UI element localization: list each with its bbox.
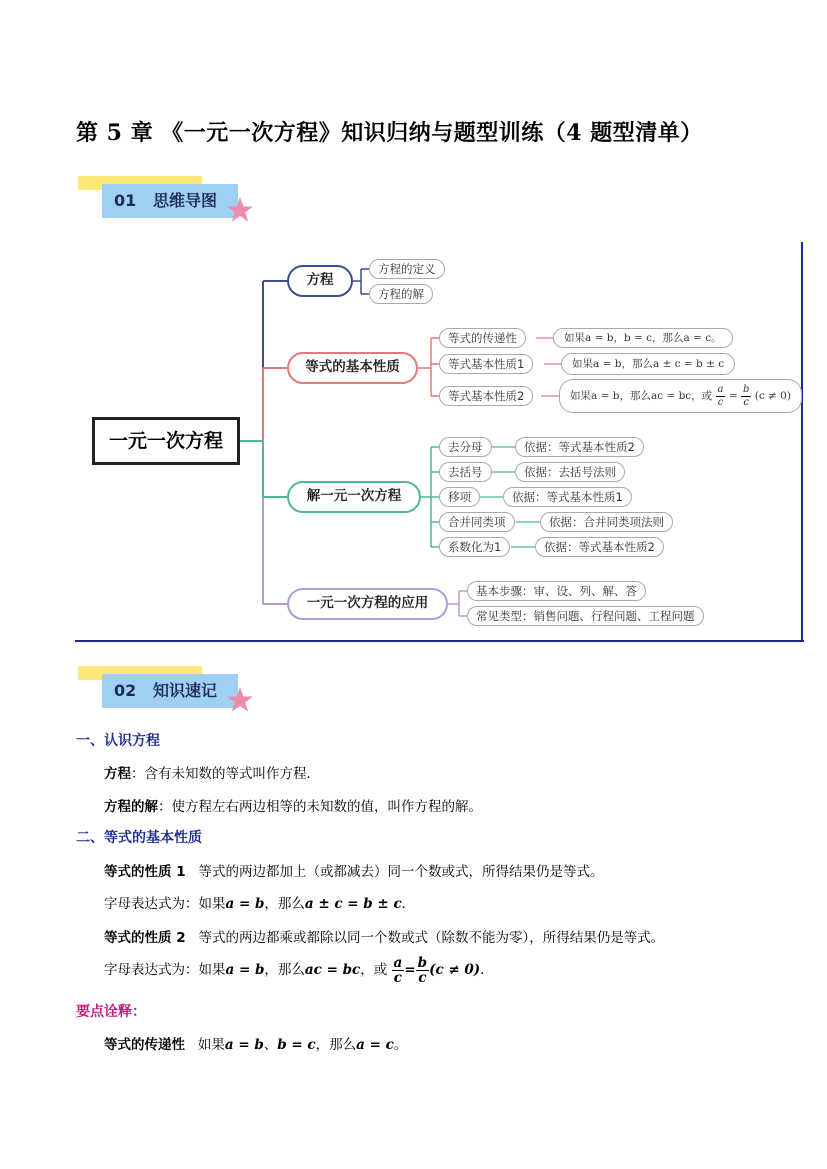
- sub-property-1: 等式基本性质1: [439, 354, 533, 374]
- sub-equation-definition: 方程的定义: [369, 259, 445, 279]
- heading-recognize-equation: 一、认识方程: [76, 733, 160, 749]
- section-badge-mindmap: [78, 176, 268, 226]
- transitivity-property: [104, 1033, 407, 1053]
- badge-label: 思维导图: [152, 191, 217, 210]
- expr-a-equals-b: a = b: [225, 962, 265, 978]
- expr-condition: (c ≠ 0): [429, 962, 481, 978]
- term-property-2: 等式的性质 2: [104, 930, 186, 946]
- formula-fraction-b-c: $\frac{b}{c}$: [742, 383, 750, 408]
- badge-box: [102, 674, 238, 708]
- trans-prefix: 如果: [197, 1037, 225, 1053]
- sub-basic-steps: 基本步骤：审、设、列、解、答: [467, 581, 646, 601]
- expr-then: ，那么: [264, 896, 305, 912]
- trans-separator: 、: [263, 1037, 278, 1053]
- formula-property-2: [559, 379, 802, 413]
- expr-a-equals-b: a = b: [225, 896, 265, 912]
- mind-map: [75, 240, 804, 643]
- branch-equation: 方程: [287, 265, 353, 297]
- formula-property-1: 如果a = b，那么a ± c = b ± c: [561, 353, 735, 375]
- expr-end: ．: [401, 896, 416, 912]
- trans-a-equals-c: a = c: [356, 1037, 394, 1053]
- formula-equals: =: [728, 390, 738, 402]
- trans-end: 。: [393, 1037, 408, 1053]
- property-2: [104, 926, 664, 946]
- fraction-a-over-c: $\frac{a}{c}$: [393, 954, 403, 986]
- trans-a-equals-b: a = b: [224, 1037, 264, 1053]
- term-transitivity: 等式的传递性: [104, 1037, 185, 1053]
- branch-solving: 解一元一次方程: [287, 481, 421, 513]
- sub-combine-like-terms: 合并同类项: [439, 512, 515, 532]
- heading-equality-properties: 二、等式的基本性质: [76, 830, 202, 846]
- sub-equation-solution: 方程的解: [369, 284, 433, 304]
- mind-map-root: 一元一次方程: [92, 417, 240, 465]
- key-points-note: 要点诠释：: [76, 1004, 146, 1020]
- term-equation: 方程: [104, 766, 131, 782]
- formula-fraction-a-c: $\frac{a}{c}$: [717, 383, 724, 408]
- basis-2: 依据：去括号法则: [515, 462, 625, 482]
- formula-transitivity: 如果a = b，b = c，那么a = c。: [553, 328, 733, 348]
- fraction-b-over-c: $\frac{b}{c}$: [417, 954, 428, 986]
- expr-then: ，那么: [264, 962, 305, 978]
- trans-then: ，那么: [315, 1037, 357, 1053]
- property-1-text: 等式的两边都加上（或都减去）同一个数或式，所得结果仍是等式。: [198, 864, 604, 880]
- sub-remove-denominators: 去分母: [439, 437, 492, 457]
- badge-box: [102, 184, 238, 218]
- solution-definition-text: ：使方程左右两边相等的未知数的值，叫作方程的解。: [158, 799, 482, 815]
- star-icon: [226, 686, 254, 714]
- basis-5: 依据：等式基本性质2: [535, 537, 664, 557]
- sub-property-2: 等式基本性质2: [439, 386, 533, 406]
- sub-transitivity: 等式的传递性: [439, 328, 526, 348]
- solution-definition: [104, 795, 482, 815]
- property-1: [104, 860, 603, 880]
- sub-transpose: 移项: [439, 487, 480, 507]
- property-2-text: 等式的两边都乘或都除以同一个数或式（除数不能为零），所得结果仍是等式。: [198, 930, 665, 946]
- expr-prefix: 字母表达式为：如果: [104, 962, 226, 978]
- property-1-expression: [104, 892, 415, 912]
- basis-1: 依据：等式基本性质2: [515, 437, 644, 457]
- property-2-expression: [104, 954, 494, 986]
- expr-equals: =: [404, 962, 416, 978]
- trans-b-equals-c: b = c: [277, 1037, 316, 1053]
- page-title: 第 5 章 《一元一次方程》知识归纳与题型训练（4 题型清单）: [76, 120, 703, 146]
- sub-common-types: 常见类型：销售问题、行程问题、工程问题: [467, 606, 704, 626]
- expr-end: ．: [480, 962, 494, 978]
- expr-or: ，或: [360, 962, 388, 978]
- equation-definition: [104, 762, 320, 782]
- expr-prefix: 字母表达式为：如果: [104, 896, 226, 912]
- formula-condition: (c ≠ 0): [754, 390, 791, 402]
- badge-number: 01: [114, 191, 137, 210]
- term-solution: 方程的解: [104, 799, 158, 815]
- sub-remove-brackets: 去括号: [439, 462, 492, 482]
- expr-ac-equals-bc: ac = bc: [304, 962, 361, 978]
- sub-coefficient-to-one: 系数化为1: [439, 537, 510, 557]
- basis-3: 依据：等式基本性质1: [503, 487, 632, 507]
- formula-property-2-text: 如果a = b，那么ac = bc，或: [570, 390, 713, 402]
- star-icon: [226, 196, 254, 224]
- badge-number: 02: [114, 681, 137, 700]
- expr-plus-minus: a ± c = b ± c: [304, 896, 402, 912]
- badge-label: 知识速记: [152, 681, 217, 700]
- branch-equality-properties: 等式的基本性质: [287, 352, 418, 384]
- equation-definition-text: ：含有未知数的等式叫作方程．: [131, 766, 320, 782]
- basis-4: 依据：合并同类项法则: [540, 512, 673, 532]
- branch-application: 一元一次方程的应用: [287, 588, 448, 620]
- term-property-1: 等式的性质 1: [104, 864, 186, 880]
- section-badge-knowledge: [78, 666, 268, 716]
